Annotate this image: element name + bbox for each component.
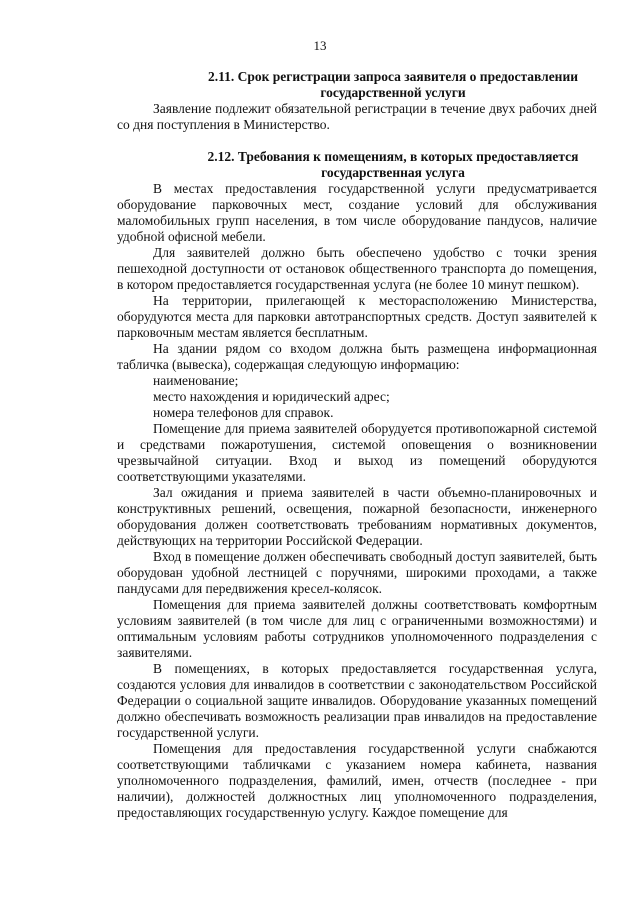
page-content <box>117 69 597 821</box>
paragraph: На территории, прилегающей к месторасположению Министерства, оборудуются места для парковки автотранспортных средств. Доступ заявителей к парковочным местам является бесплатным. <box>117 293 597 340</box>
page-number: 13 <box>313 38 327 53</box>
paragraph: Зал ожидания и приема заявителей в части объемно-планировочных и конструктивных решений, освещения, пожарной безопасности, инженерного оборудования должен соответствовать требованиям нормативных документов, действующих на территории Российской Федерации. <box>117 485 597 548</box>
heading-line: 2.12. Требования к помещениям, в которых предоставляется <box>207 149 579 164</box>
heading-line: государственной услуги <box>320 85 466 100</box>
list-item: место нахождения и юридический адрес; <box>153 389 390 404</box>
paragraph: Помещение для приема заявителей оборудуется противопожарной системой и средствами пожаротушения, системой оповещения о возникновении чрезвычайной ситуации. Вход и выход из помещений оборудуются соответствующими указателями. <box>117 421 597 484</box>
paragraph: Вход в помещение должен обеспечивать свободный доступ заявителей, быть оборудован удобной лестницей с поручнями, широкими проходами, а также пандусами для передвижения кресел-колясок. <box>117 549 597 596</box>
list-item: номера телефонов для справок. <box>153 405 334 420</box>
paragraph: В помещениях, в которых предоставляется государственная услуга, создаются условия для инвалидов в соответствии с законодательством Российской Федерации о социальной защите инвалидов. Оборудование указанных помещений должно обеспечивать возможность реализации прав инвалидов на предоставление государственной услуги. <box>117 661 597 740</box>
paragraph: Заявление подлежит обязательной регистрации в течение двух рабочих дней со дня поступления в Министерство. <box>117 101 597 132</box>
paragraph: Для заявителей должно быть обеспечено удобство с точки зрения пешеходной доступности от остановок общественного транспорта до помещения, в котором предоставляется государственная услуга (не более 10 минут пешком). <box>117 245 597 292</box>
paragraph: На здании рядом со входом должна быть размещена информационная табличка (вывеска), содержащая следующую информацию: <box>117 341 597 372</box>
heading-line: государственная услуга <box>321 165 465 180</box>
heading-line: 2.11. Срок регистрации запроса заявителя о предоставлении <box>207 69 579 84</box>
section-heading-2-11 <box>117 69 597 101</box>
paragraph: Помещения для предоставления государственной услуги снабжаются соответствующими табличками с указанием номера кабинета, названия уполномоченного подразделения, фамилий, имен, отчеств (последнее - при наличии), должностей должностных лиц уполномоченного подразделения, предоставляющих государственную услугу. Каждое помещение для <box>117 741 597 820</box>
paragraph: В местах предоставления государственной услуги предусматривается оборудование парковочных мест, создание условий для обслуживания маломобильных групп населения, в том числе оборудование пандусов, наличие удобной офисной мебели. <box>117 181 597 244</box>
list-item: наименование; <box>153 373 239 388</box>
paragraph: Помещения для приема заявителей должны соответствовать комфортным условиям заявителей (в том числе для лиц с ограниченными возможностями) и оптимальным условиям работы сотрудников уполномоченного подразделения с заявителями. <box>117 597 597 660</box>
section-heading-2-12 <box>117 149 597 181</box>
